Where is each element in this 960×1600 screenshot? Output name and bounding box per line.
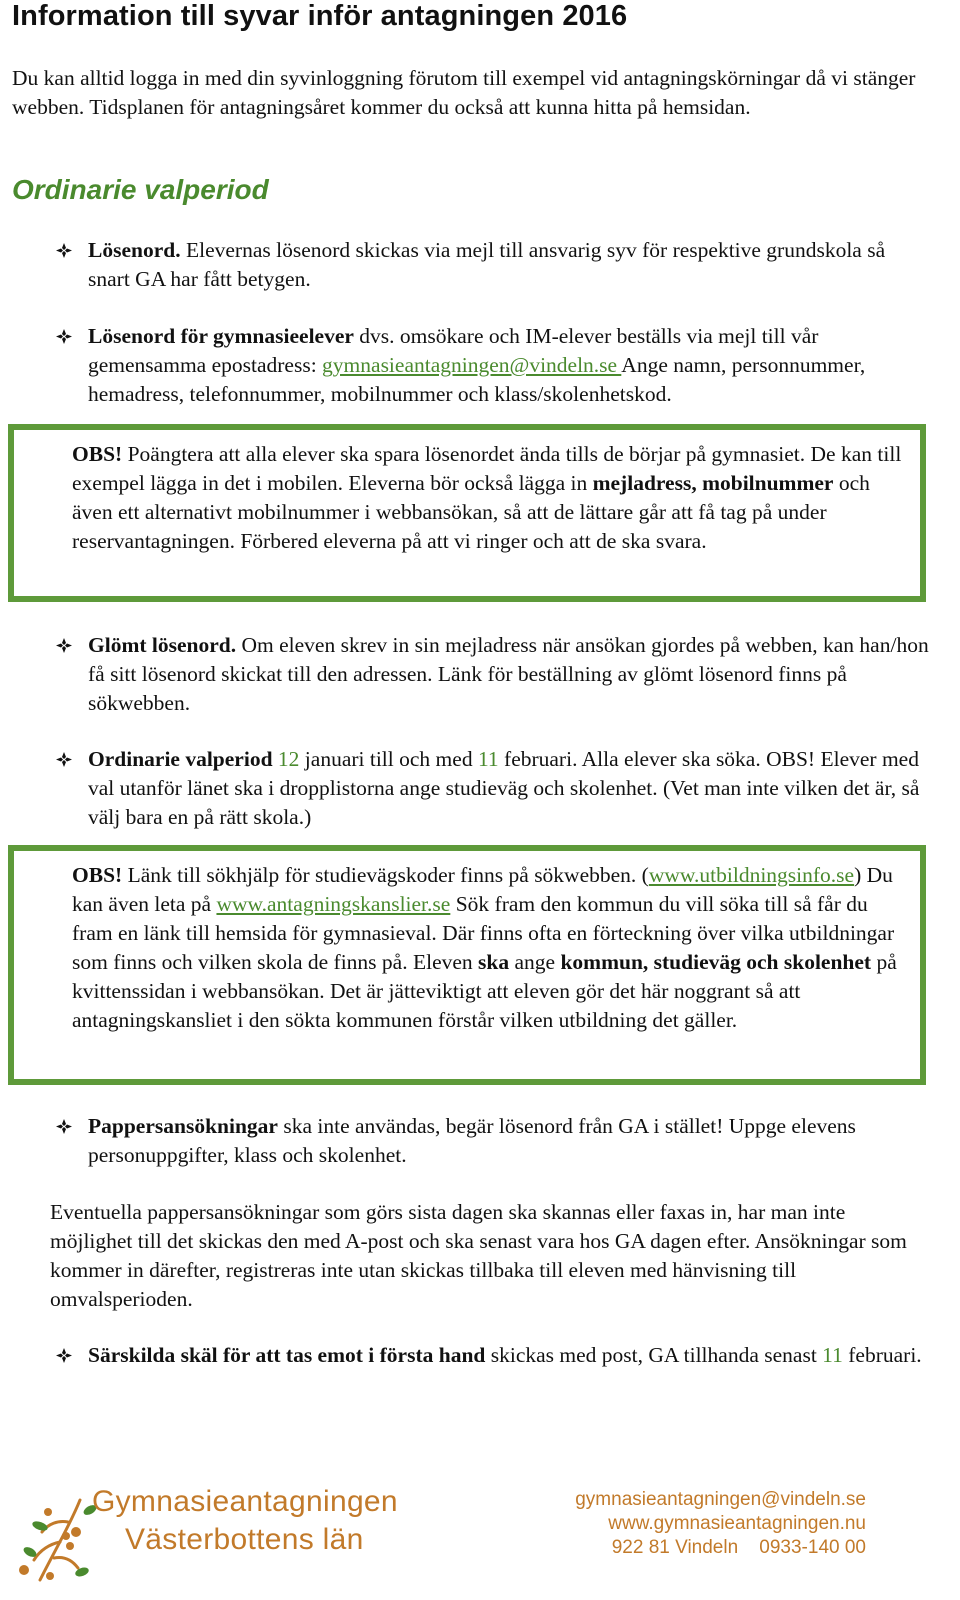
email-link[interactable]: gymnasieantagningen@vindeln.se — [322, 353, 622, 377]
deadline-day: 11 — [822, 1343, 843, 1367]
footer-phone: 0933-140 00 — [759, 1537, 866, 1558]
bullet-gymnasieelever — [52, 322, 932, 409]
obs-box-studievag — [8, 845, 926, 1085]
obs-label: OBS! — [72, 863, 123, 887]
footer-email: gymnasieantagningen@vindeln.se — [575, 1489, 866, 1510]
obs-label: OBS! — [72, 442, 123, 466]
bullet-bold-label: Lösenord. — [88, 238, 181, 262]
bullet-text: dvs. omsökare och IM-elever beställs via mejl till vår gemensamma epostadress: — [88, 324, 819, 377]
paper-applications-paragraph: Eventuella pappersansökningar som görs sista dagen ska skannas eller faxas in, har man inte möjlighet till det skickas den med A-post och ska senast vara hos GA dagen efter. Ansökningar som kommer in därefter, registreras inte utan skickas tillbaka till eleven med hänvisning till omvalsperioden. — [50, 1200, 907, 1311]
section-heading: Ordinarie valperiod — [12, 174, 269, 205]
bullet-text: ska inte användas, begär lösenord från GA i stället! Uppge elevens personuppgifter, klass och skolenhet. — [88, 1114, 856, 1167]
bullet-text: februari. Alla elever ska söka. OBS! Elever med val utanför länet ska i dropplistorna ange studieväg och skolenhet. (Vet man inte vilken det är, så välj bara en på rätt skola.) — [88, 747, 920, 829]
utbildningsinfo-link[interactable]: www.utbildningsinfo.se — [648, 863, 855, 887]
bullet-sarskilda-skal — [52, 1341, 932, 1370]
bullet-text-after: februari. — [842, 1343, 922, 1367]
bullet-bold-label: Lösenord för gymnasieelever — [88, 324, 354, 348]
footer-website: www.gymnasieantagningen.nu — [608, 1513, 866, 1534]
box-bold-text: kommun, studieväg och skolenhet — [560, 950, 872, 974]
box-text: Poängtera att alla elever ska spara lösenordet ända tills de börjar på gymnasiet. De kan till exempel lägga in det i mobilen. Eleverna bör också lägga in — [72, 442, 902, 495]
box-text: och även ett alternativt mobilnummer i webbansökan, så att de lättare går att få tag på under reservantagningen. Förbered eleverna på att vi ringer och att de ska svara. — [72, 471, 870, 553]
box-text: på kvittenssidan i webbansökan. Det är jätteviktigt att eleven gör det här noggrant så att antagningskansliet i den sökta kommunen förstår vilken utbildning det gäller. — [72, 950, 897, 1032]
bullet-text: Om eleven skrev in sin mejladress när ansökan gjordes på webben, kan han/hon få sitt lösenord skickat till den adressen. Länk för beställning av glömt lösenord finns på sökwebben. — [88, 633, 929, 715]
logo-text-line2: Västerbottens län — [125, 1523, 364, 1556]
footer-postal: 922 81 Vindeln — [611, 1537, 739, 1558]
bullet-pappersansokningar — [52, 1112, 932, 1170]
box-text: Sök fram den kommun du vill söka till så får du fram en länk till hemsida för gymnasieval. Där finns ofta en förteckning över vilka utbildningar som finns och vilken skola de finns på. Eleven — [72, 892, 895, 974]
box-text: ange — [509, 950, 561, 974]
diamond-bullet-icon — [52, 1341, 76, 1370]
bullet-text: januari till och med — [299, 747, 478, 771]
bullet-glomt-losenord — [52, 631, 932, 718]
logo-text-line1: Gymnasieantagningen — [92, 1485, 398, 1518]
box-text: ) Du kan även leta på — [72, 863, 893, 916]
diamond-bullet-icon — [52, 745, 76, 774]
box-text: Länk till sökhjälp för studievägskoder finns på sökwebben. ( — [122, 863, 649, 887]
box-bold-text: ska — [478, 950, 510, 974]
bullet-ordinarie-valperiod — [52, 745, 932, 832]
bullet-text-after: Ange namn, personnummer, hemadress, telefonnummer, mobilnummer och klass/skolenhetskod. — [88, 353, 866, 406]
footer-address-phone — [506, 1536, 866, 1560]
box-bold-text: mejladress, mobilnummer — [592, 471, 834, 495]
diamond-bullet-icon — [52, 322, 76, 351]
diamond-bullet-icon — [52, 236, 76, 265]
bullet-bold-label: Pappersansökningar — [88, 1114, 278, 1138]
bullet-bold-label: Ordinarie valperiod — [88, 747, 273, 771]
bullet-bold-label: Glömt lösenord. — [88, 633, 237, 657]
bullet-text: skickas med post, GA tillhanda senast — [485, 1343, 823, 1367]
date-end: 11 — [477, 747, 499, 771]
diamond-bullet-icon — [52, 631, 76, 660]
date-start: 12 — [277, 747, 300, 771]
intro-paragraph: Du kan alltid logga in med din syvinloggning förutom till exempel vid antagningskörningar då vi stänger webben. Tidsplanen för antagningsåret kommer du också att kunna hitta på hemsidan. — [12, 66, 916, 119]
page-title: Information till syvar inför antagningen 2016 — [12, 0, 628, 32]
antagningskanslier-link[interactable]: www.antagningskanslier.se — [216, 892, 451, 916]
bullet-losenord — [52, 236, 932, 294]
bullet-text: Elevernas lösenord skickas via mejl till ansvarig syv för respektive grundskola så snart GA har fått betygen. — [88, 238, 886, 291]
diamond-bullet-icon — [52, 1112, 76, 1141]
bullet-bold-label: Särskilda skäl för att tas emot i första hand — [88, 1343, 486, 1367]
obs-box-password — [8, 424, 926, 602]
